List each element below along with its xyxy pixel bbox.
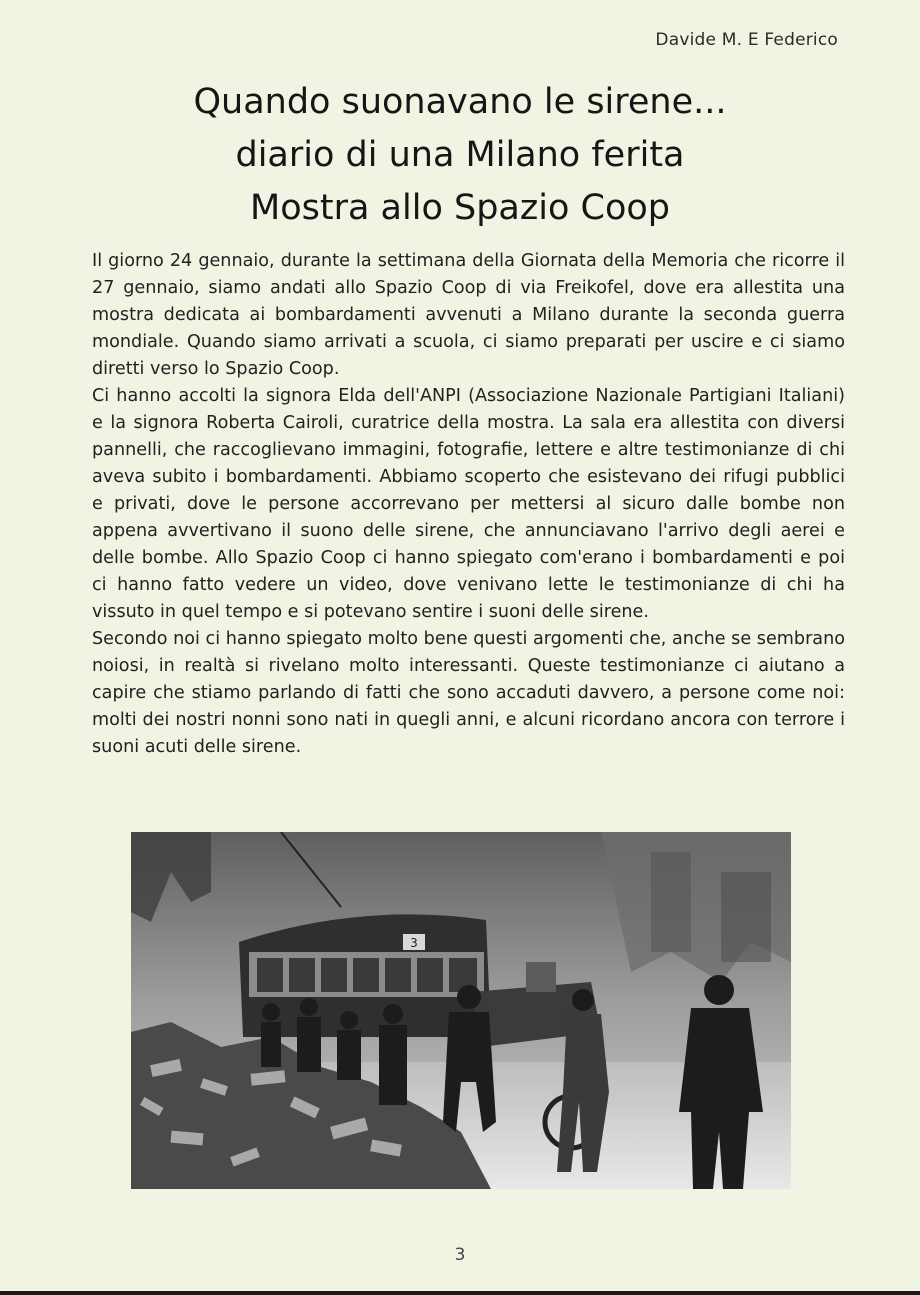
article-body (92, 248, 845, 761)
page-number: 3 (454, 1245, 466, 1265)
bombed-street-photo (131, 832, 791, 1189)
author-name: Davide M. E Federico (655, 30, 838, 50)
paragraph-1: Il giorno 24 gennaio, durante la settimana della Giornata della Memoria che ricorre il 27 gennaio, siamo andati allo Spazio Coop di via Freikofel, dove era allestita una mostra dedicata ai bombardamenti avvenuti a Milano durante la seconda guerra mondiale. Quando siamo arrivati a scuola, ci siamo preparati per uscire e ci siamo diretti verso lo Spazio Coop. (92, 251, 845, 379)
bottom-edge-bar (0, 1291, 920, 1295)
paragraph-2: Ci hanno accolti la signora Elda dell'ANPI (Associazione Nazionale Partigiani Italiani) e la signora Roberta Cairoli, curatrice della mostra. La sala era allestita con diversi pannelli, che raccoglievano immagini, fotografie, lettere e altre testimonianze di chi aveva subito i bombardamenti. Abbiamo scoperto che esistevano dei rifugi pubblici e privati, dove le persone accorrevano per mettersi al sicuro dalle bombe non appena avvertivano il suono delle sirene, che annunciavano l'arrivo degli aerei e delle bombe. Allo Spazio Coop ci hanno spiegato com'erano i bombardamenti e poi ci hanno fatto vedere un video, dove venivano lette le testimonianze di chi ha vissuto in quel tempo e si potevano sentire i suoni delle sirene. (92, 386, 845, 622)
article-title (0, 76, 920, 235)
tram-number: 3 (410, 936, 418, 950)
title-line-1: Quando suonavano le sirene... (193, 82, 727, 122)
historical-photo (131, 832, 791, 1189)
title-line-3: Mostra allo Spazio Coop (250, 188, 670, 228)
title-line-2: diario di una Milano ferita (235, 135, 685, 175)
paragraph-3: Secondo noi ci hanno spiegato molto bene questi argomenti che, anche se sembrano noiosi, in realtà si rivelano molto interessanti. Queste testimonianze ci aiutano a capire che stiamo parlando di fatti che sono accaduti davvero, a persone come noi: molti dei nostri nonni sono nati in quegli anni, e alcuni ricordano ancora con terrore i suoni acuti delle sirene. (92, 629, 845, 757)
